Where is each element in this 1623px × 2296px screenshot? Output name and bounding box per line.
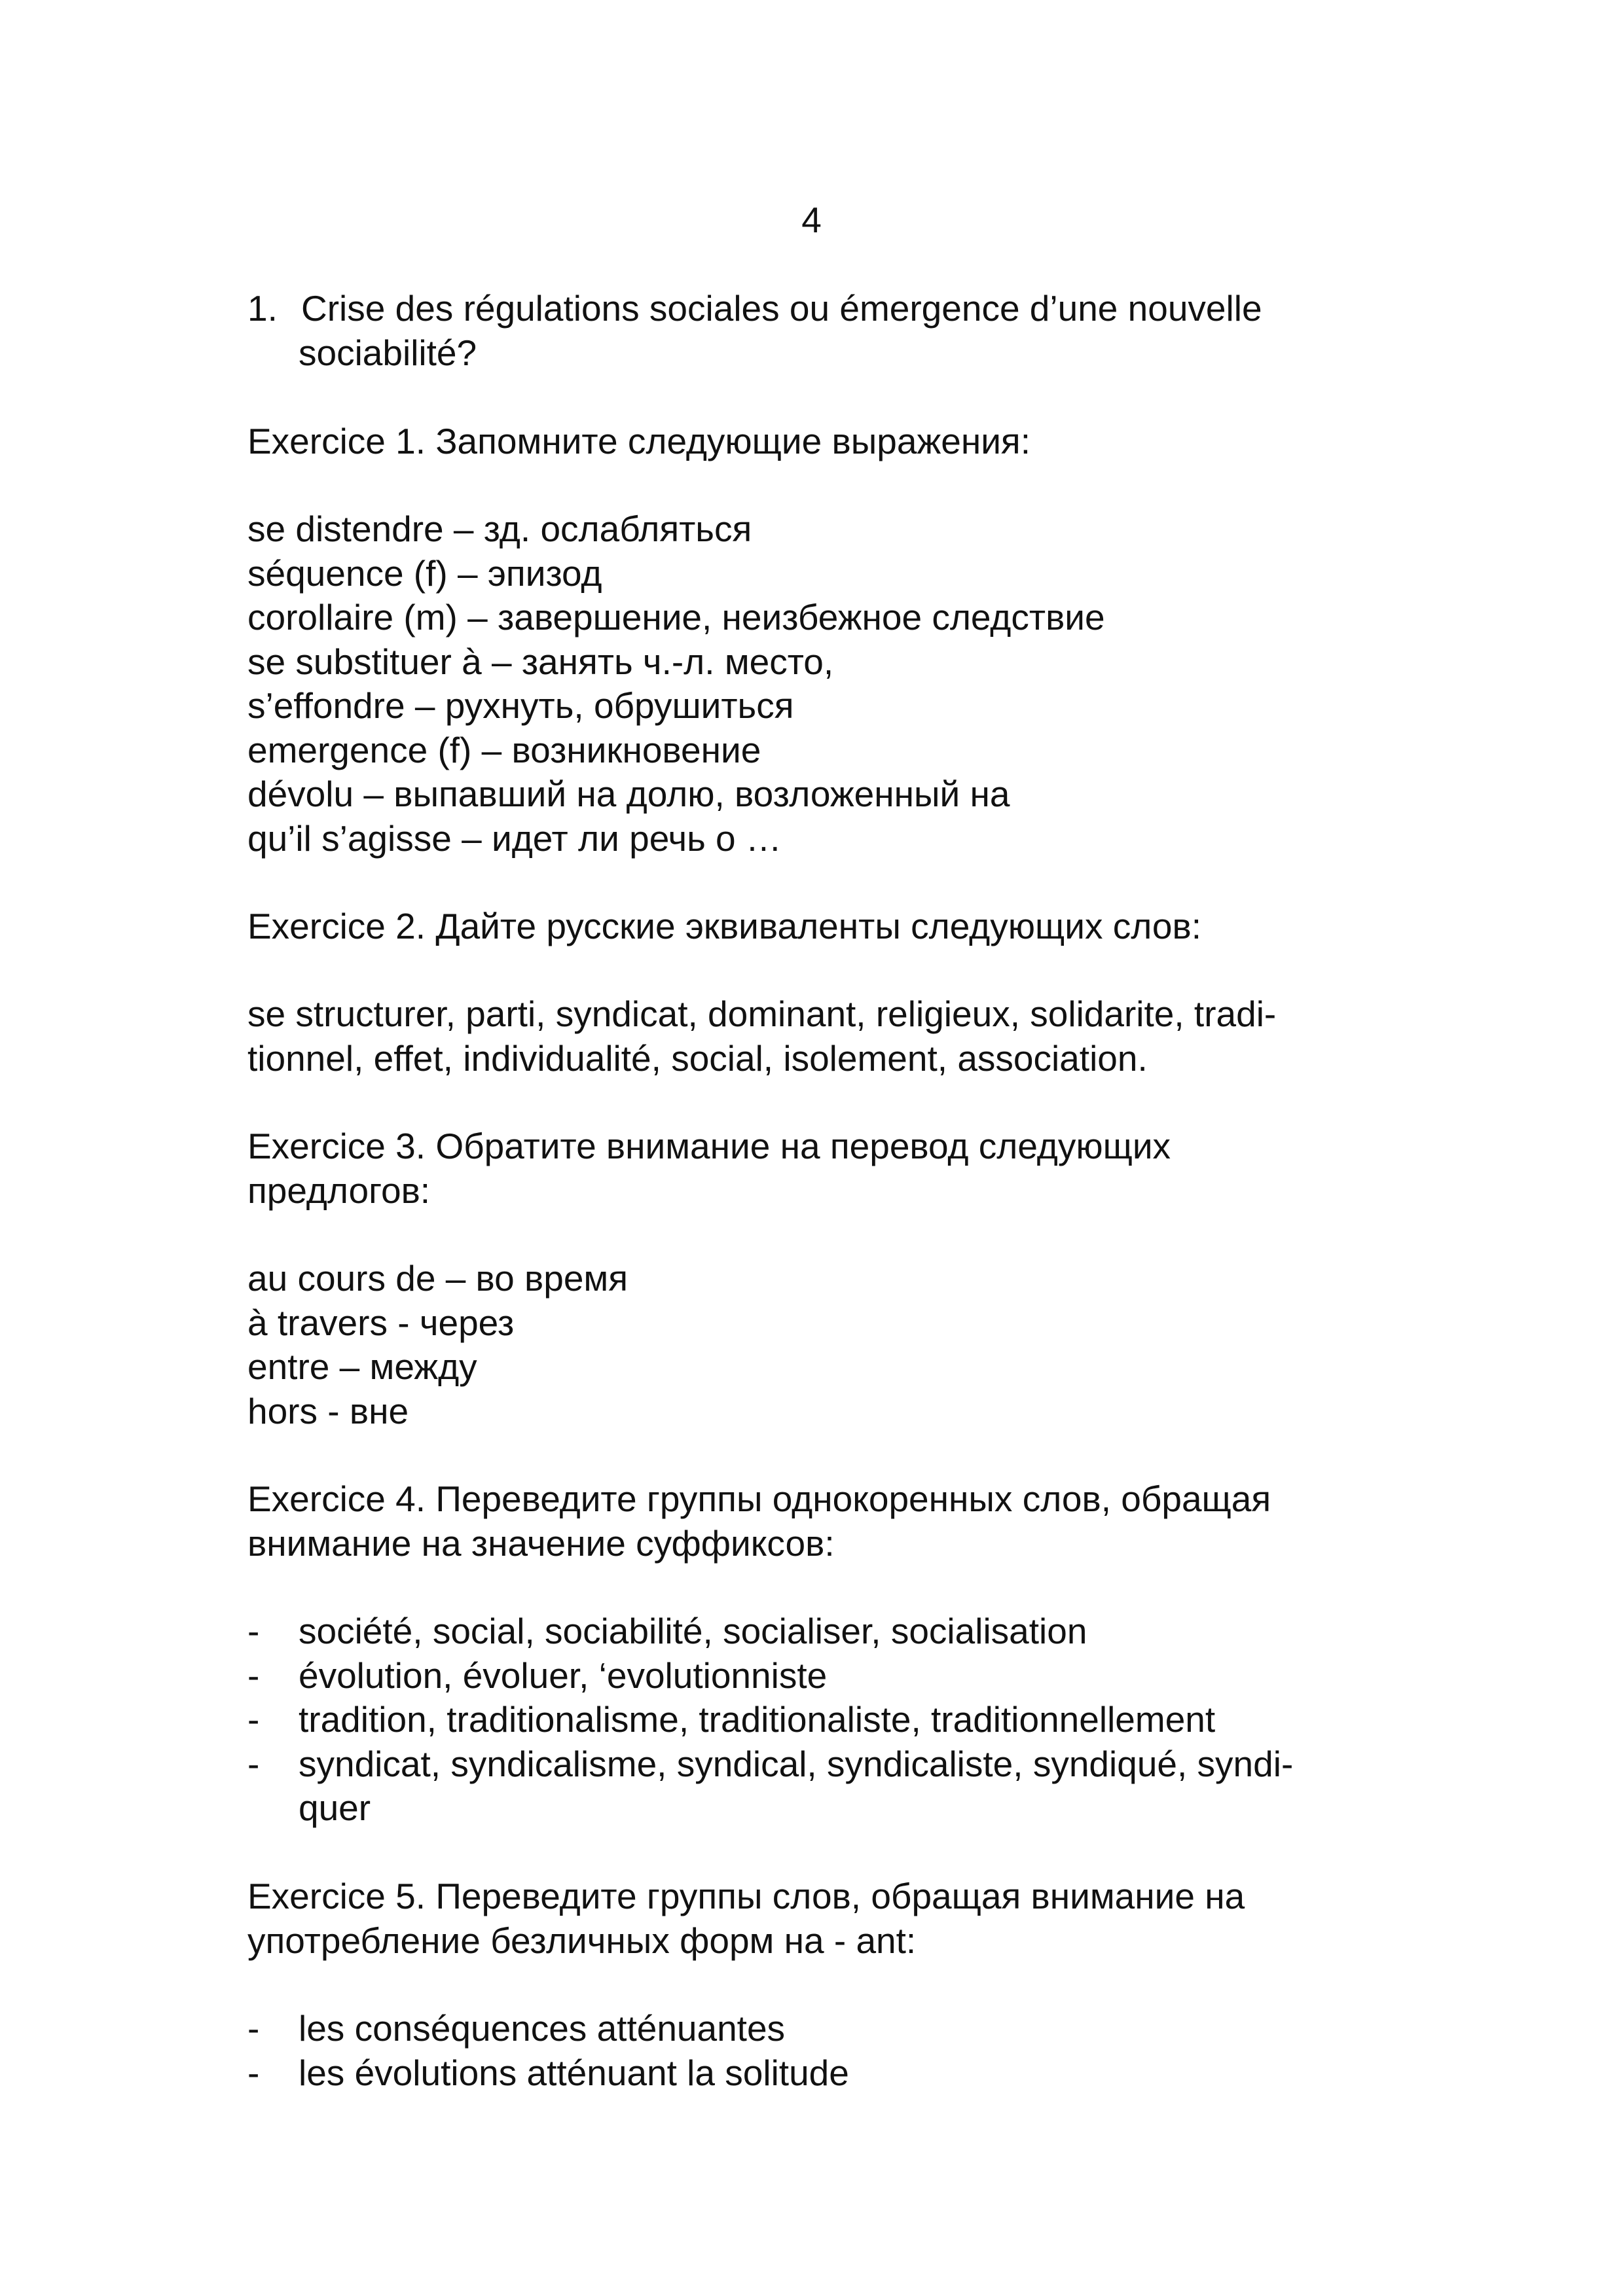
list-item-text: évolution, évoluer, ‘evolutionniste	[299, 1655, 828, 1696]
list-dash: -	[247, 2008, 260, 2049]
exercise-2-title: Exercice 2. Дайте русские эквиваленты следующих слов:	[247, 906, 1202, 946]
list-dash: -	[247, 2053, 260, 2093]
vocab-item: séquence (f) – эпизод	[247, 553, 602, 594]
vocab-item: corollaire (m) – завершение, неизбежное следствие	[247, 597, 1105, 637]
preposition-item: à travers - через	[247, 1302, 515, 1343]
list-dash: -	[247, 1744, 260, 1784]
page-number: 4	[801, 200, 822, 240]
list-item-text: société, social, sociabilité, socialiser, socialisation	[299, 1611, 1087, 1651]
vocab-item: se substituer à – занять ч.-л. место,	[247, 641, 834, 682]
exercise-4-title-line-2: внимание на значение суффиксов:	[247, 1523, 835, 1564]
exercise-3-title-line-1: Exercice 3. Обратите внимание на перевод следующих	[247, 1126, 1171, 1166]
preposition-item: au cours de – во время	[247, 1258, 629, 1299]
list-item-text: syndicat, syndicalisme, syndical, syndicaliste, syndiqué, syndi-	[299, 1744, 1294, 1784]
exercise-2-words-line-2: tionnel, effet, individualité, social, isolement, association.	[247, 1038, 1148, 1079]
exercise-1-title: Exercice 1. Запомните следующие выражения:	[247, 421, 1030, 461]
preposition-item: hors - вне	[247, 1391, 409, 1431]
vocab-item: qu’il s’agisse – идет ли речь о …	[247, 818, 782, 859]
list-item-text: les conséquences atténuantes	[299, 2008, 786, 2049]
exercise-3-title-line-2: предлогов:	[247, 1170, 431, 1211]
section-number: 1.	[247, 288, 278, 329]
exercise-2-words-line-1: se structurer, parti, syndicat, dominant, religieux, solidarite, tradi-	[247, 994, 1277, 1034]
vocab-item: emergence (f) – возникновение	[247, 730, 761, 770]
vocab-item: se distendre – зд. ослабляться	[247, 509, 752, 549]
preposition-item: entre – между	[247, 1346, 477, 1387]
exercise-4-title-line-1: Exercice 4. Переведите группы однокоренных слов, обращая	[247, 1479, 1271, 1519]
exercise-5-title-line-2: употребление безличных форм на - ant:	[247, 1920, 917, 1961]
exercise-5-title-line-1: Exercice 5. Переведите группы слов, обращая внимание на	[247, 1876, 1245, 1916]
list-item-text: les évolutions atténuant la solitude	[299, 2053, 849, 2093]
vocab-item: dévolu – выпавший на долю, возложенный на	[247, 774, 1010, 814]
section-title-line-2: sociabilité?	[299, 332, 477, 373]
list-dash: -	[247, 1655, 260, 1696]
section-title-line-1: Crise des régulations sociales ou émergence d’une nouvelle	[301, 288, 1262, 329]
list-item-text: tradition, traditionalisme, traditionaliste, traditionnellement	[299, 1699, 1216, 1740]
vocab-item: s’effondre – рухнуть, обрушиться	[247, 685, 794, 726]
list-dash: -	[247, 1611, 260, 1651]
list-dash: -	[247, 1699, 260, 1740]
list-item-continuation: quer	[299, 1787, 371, 1828]
